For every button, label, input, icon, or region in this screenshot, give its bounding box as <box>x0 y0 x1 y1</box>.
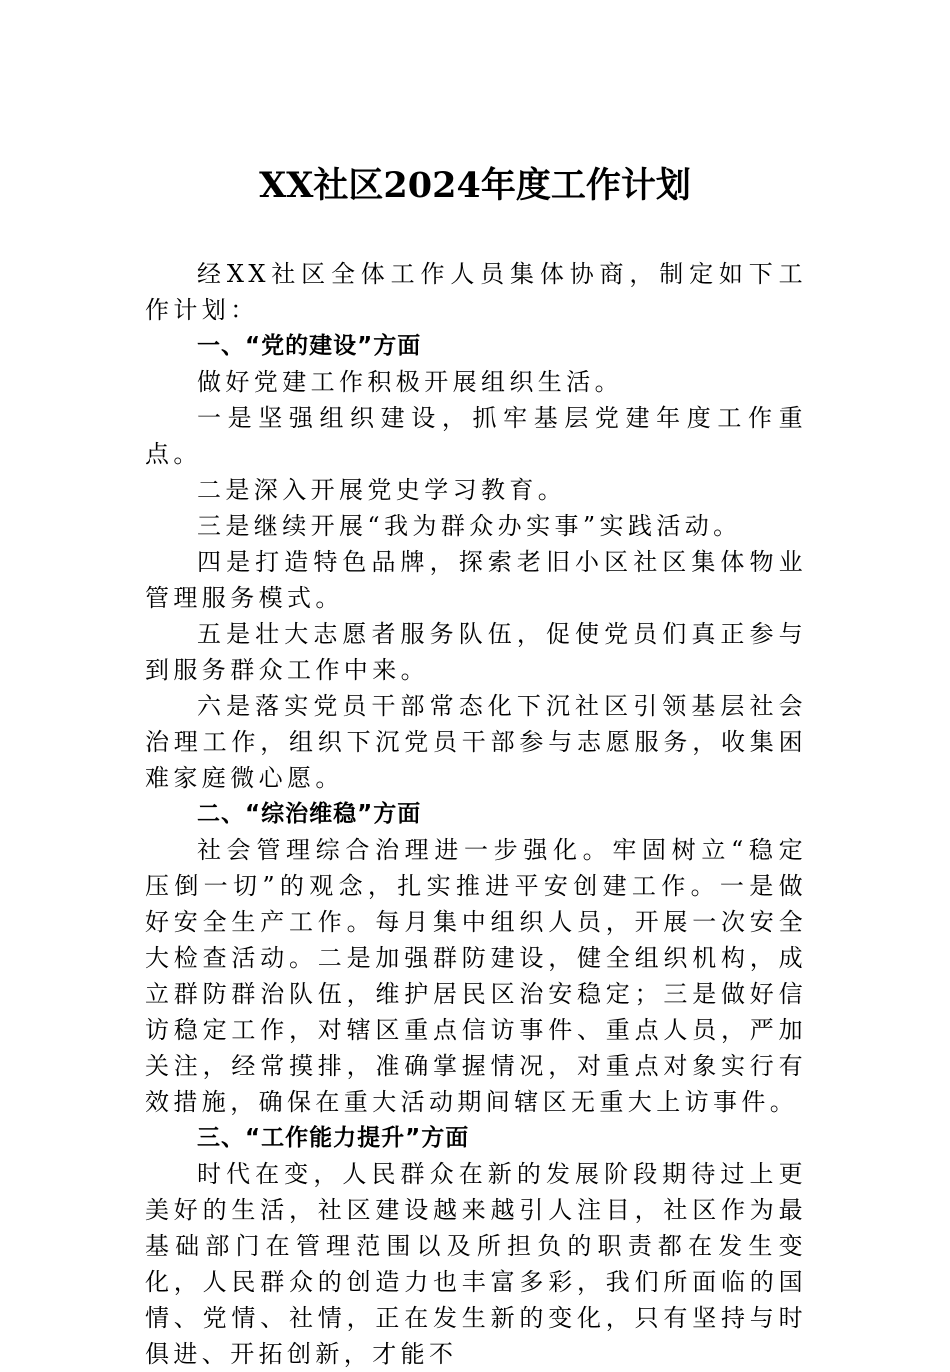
paragraph: 六是落实党员干部常态化下沉社区引领基层社会治理工作，组织下沉党员干部参与志愿服务，收集困难家庭微心愿。 <box>145 692 807 792</box>
intro-paragraph: 经XX社区全体工作人员集体协商，制定如下工作计划： <box>145 260 807 324</box>
paragraph: 做好党建工作积极开展组织生活。 <box>197 368 623 396</box>
section-heading-capability: 三、“工作能力提升”方面 <box>197 1125 470 1151</box>
paragraph: 三是继续开展“我为群众办实事”实践活动。 <box>197 512 742 540</box>
paragraph: 一是坚强组织建设，抓牢基层党建年度工作重点。 <box>145 404 807 468</box>
document-body <box>145 256 807 1372</box>
section-heading-stability: 二、“综治维稳”方面 <box>197 801 422 827</box>
paragraph: 二是深入开展党史学习教育。 <box>197 476 567 504</box>
paragraph: 五是壮大志愿者服务队伍，促使党员们真正参与到服务群众工作中来。 <box>145 620 807 684</box>
document-title: XX社区2024年度工作计划 <box>259 165 691 206</box>
section-heading-party-building: 一、“党的建设”方面 <box>197 333 422 359</box>
paragraph: 时代在变，人民群众在新的发展阶段期待过上更美好的生活，社区建设越来越引人注目，社区作为最基础部门在管理范围以及所担负的职责都在发生变化，人民群众的创造力也丰富多彩，我们所面临的国情、党情、社情，正在发生新的变化，只有坚持与时俱进、开拓创新，才能不 <box>145 1160 807 1368</box>
paragraph: 社会管理综合治理进一步强化。牢固树立“稳定压倒一切”的观念，扎实推进平安创建工作。一是做好安全生产工作。每月集中组织人员，开展一次安全大检查活动。二是加强群防建设，健全组织机构，成立群防群治队伍，维护居民区治安稳定；三是做好信访稳定工作，对辖区重点信访事件、重点人员，严加关注，经常摸排，准确掌握情况，对重点对象实行有效措施，确保在重大活动期间辖区无重大上访事件。 <box>145 836 807 1116</box>
paragraph: 四是打造特色品牌，探索老旧小区社区集体物业管理服务模式。 <box>145 548 807 612</box>
